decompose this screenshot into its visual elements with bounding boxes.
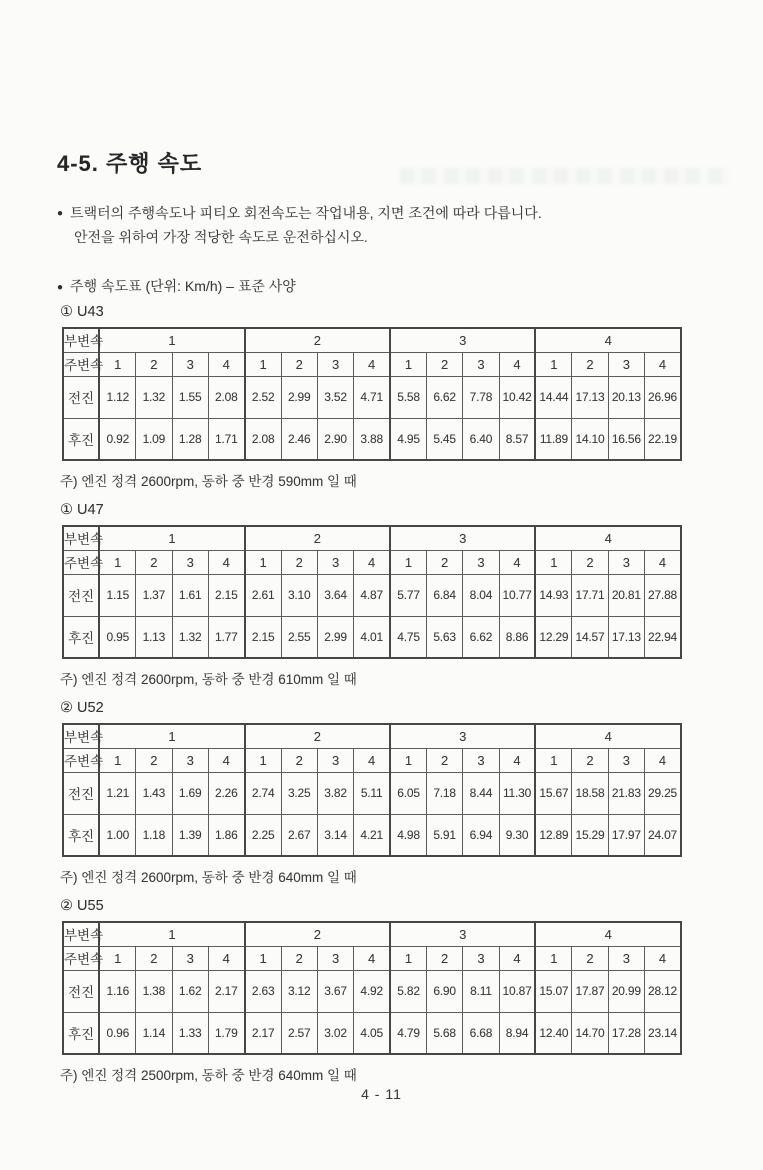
gear-column-header: 4 [645,550,682,574]
range-row-label: 부변속 [63,922,99,946]
gear-column-header: 1 [99,352,135,376]
gear-row-label: 주변속 [63,352,99,376]
range-group-header: 3 [390,724,535,748]
gear-column-header: 3 [608,352,644,376]
gear-column-header: 3 [172,550,208,574]
range-group-header: 4 [535,328,681,352]
gear-column-header: 4 [499,946,535,970]
forward-speed-cell: 2.08 [208,376,244,418]
reverse-speed-cell: 2.99 [317,616,353,658]
reverse-speed-cell: 3.88 [354,418,390,460]
range-group-header: 4 [535,724,681,748]
reverse-speed-cell: 12.89 [535,814,571,856]
range-group-header: 4 [535,526,681,550]
reverse-speed-cell: 0.96 [99,1012,135,1054]
forward-speed-cell: 1.37 [136,574,172,616]
forward-speed-cell: 7.18 [426,772,462,814]
reverse-speed-cell: 3.14 [317,814,353,856]
reverse-speed-cell: 5.91 [426,814,462,856]
gear-column-header: 1 [390,550,426,574]
gear-column-header: 2 [136,352,172,376]
forward-speed-cell: 3.10 [281,574,317,616]
range-group-header: 2 [245,724,390,748]
gear-column-header: 1 [390,352,426,376]
reverse-speed-cell: 24.07 [645,814,682,856]
gear-column-header: 1 [99,550,135,574]
reverse-speed-cell: 1.09 [136,418,172,460]
gear-column-header: 4 [208,550,244,574]
reverse-row-label: 후진 [63,1012,99,1054]
forward-speed-cell: 1.12 [99,376,135,418]
forward-speed-cell: 8.11 [463,970,499,1012]
forward-speed-cell: 3.25 [281,772,317,814]
forward-speed-cell: 8.44 [463,772,499,814]
gear-column-header: 1 [390,748,426,772]
gear-column-header: 4 [354,748,390,772]
forward-speed-cell: 8.04 [463,574,499,616]
reverse-speed-cell: 4.75 [390,616,426,658]
speed-table [62,327,682,461]
range-group-header: 1 [99,922,244,946]
forward-speed-cell: 27.88 [645,574,682,616]
forward-speed-cell: 1.32 [136,376,172,418]
reverse-speed-cell: 8.86 [499,616,535,658]
forward-speed-cell: 7.78 [463,376,499,418]
forward-speed-cell: 3.52 [317,376,353,418]
forward-speed-cell: 1.55 [172,376,208,418]
gear-column-header: 1 [99,946,135,970]
reverse-speed-cell: 14.70 [572,1012,608,1054]
forward-speed-cell: 17.71 [572,574,608,616]
range-row-label: 부변속 [63,526,99,550]
reverse-speed-cell: 1.14 [136,1012,172,1054]
forward-speed-cell: 2.63 [245,970,281,1012]
reverse-speed-cell: 6.94 [463,814,499,856]
reverse-row-label: 후진 [63,616,99,658]
reverse-speed-cell: 1.13 [136,616,172,658]
reverse-row [63,1012,681,1054]
forward-row-label: 전진 [63,970,99,1012]
gear-column-header: 2 [572,550,608,574]
table-note: 주) 엔진 정격 2600rpm, 동하 중 반경 640mm 일 때 [60,870,357,885]
reverse-speed-cell: 1.18 [136,814,172,856]
model-label: ② U52 [60,700,104,716]
scan-bleed-artifact [400,168,730,184]
reverse-speed-cell: 22.94 [645,616,682,658]
gear-row-label: 주변속 [63,748,99,772]
gear-column-header: 4 [645,946,682,970]
forward-speed-cell: 10.42 [499,376,535,418]
table-note: 주) 엔진 정격 2500rpm, 동하 중 반경 640mm 일 때 [60,1068,357,1083]
reverse-speed-cell: 12.29 [535,616,571,658]
model-label: ② U55 [60,898,104,914]
forward-speed-cell: 4.71 [354,376,390,418]
gear-column-header: 4 [208,748,244,772]
gear-column-header: 2 [281,748,317,772]
reverse-speed-cell: 1.32 [172,616,208,658]
gear-column-header: 3 [463,352,499,376]
range-header-row [63,922,681,946]
gear-column-header: 3 [172,748,208,772]
forward-speed-cell: 28.12 [645,970,682,1012]
forward-speed-cell: 14.44 [535,376,571,418]
gear-column-header: 2 [426,748,462,772]
reverse-speed-cell: 6.62 [463,616,499,658]
forward-speed-cell: 1.38 [136,970,172,1012]
gear-column-header: 3 [608,946,644,970]
forward-speed-cell: 10.87 [499,970,535,1012]
forward-speed-cell: 5.58 [390,376,426,418]
gear-column-header: 1 [245,946,281,970]
gear-column-header: 1 [535,550,571,574]
gear-column-header: 4 [354,946,390,970]
reverse-speed-cell: 2.08 [245,418,281,460]
speed-table-section [57,700,717,886]
gear-column-header: 3 [317,946,353,970]
forward-speed-cell: 1.15 [99,574,135,616]
forward-row [63,772,681,814]
reverse-speed-cell: 6.68 [463,1012,499,1054]
gear-column-header: 3 [608,748,644,772]
intro-paragraph [57,202,542,249]
gear-column-header: 4 [499,352,535,376]
gear-column-header: 2 [136,550,172,574]
reverse-speed-cell: 1.77 [208,616,244,658]
gear-row-label: 주변속 [63,550,99,574]
forward-speed-cell: 15.07 [535,970,571,1012]
gear-column-header: 4 [499,550,535,574]
gear-column-header: 3 [463,748,499,772]
forward-speed-cell: 4.87 [354,574,390,616]
reverse-speed-cell: 1.79 [208,1012,244,1054]
range-group-header: 1 [99,526,244,550]
range-group-header: 3 [390,922,535,946]
gear-column-header: 1 [390,946,426,970]
reverse-speed-cell: 0.95 [99,616,135,658]
range-group-header: 2 [245,328,390,352]
forward-speed-cell: 20.13 [608,376,644,418]
reverse-speed-cell: 1.71 [208,418,244,460]
gear-column-header: 3 [463,550,499,574]
reverse-speed-cell: 3.02 [317,1012,353,1054]
gear-column-header: 3 [608,550,644,574]
forward-speed-cell: 2.61 [245,574,281,616]
reverse-speed-cell: 15.29 [572,814,608,856]
forward-speed-cell: 2.26 [208,772,244,814]
reverse-row [63,616,681,658]
reverse-speed-cell: 0.92 [99,418,135,460]
page-number: 4 - 11 [361,1086,402,1102]
forward-speed-cell: 2.52 [245,376,281,418]
gear-column-header: 2 [572,946,608,970]
gear-column-header: 4 [645,748,682,772]
forward-speed-cell: 1.43 [136,772,172,814]
speed-table-heading [57,276,296,300]
speed-table-heading-text: 주행 속도표 (단위: Km/h) – 표준 사양 [70,278,296,294]
speed-table [62,525,682,659]
forward-speed-cell: 2.17 [208,970,244,1012]
reverse-speed-cell: 5.68 [426,1012,462,1054]
gear-column-header: 2 [426,352,462,376]
speed-table [62,723,682,857]
reverse-speed-cell: 2.67 [281,814,317,856]
gear-column-header: 4 [645,352,682,376]
gear-header-row [63,946,681,970]
tables-container [57,304,717,1096]
reverse-speed-cell: 1.28 [172,418,208,460]
page-title: 4-5. 주행 속도 [57,150,203,176]
forward-speed-cell: 17.13 [572,376,608,418]
gear-column-header: 2 [426,946,462,970]
reverse-speed-cell: 17.13 [608,616,644,658]
reverse-row [63,418,681,460]
speed-table-section [57,502,717,688]
gear-column-header: 1 [535,748,571,772]
forward-speed-cell: 3.67 [317,970,353,1012]
forward-speed-cell: 18.58 [572,772,608,814]
reverse-row-label: 후진 [63,418,99,460]
reverse-speed-cell: 14.57 [572,616,608,658]
forward-row [63,574,681,616]
reverse-speed-cell: 17.97 [608,814,644,856]
forward-row-label: 전진 [63,376,99,418]
reverse-speed-cell: 5.45 [426,418,462,460]
forward-speed-cell: 6.05 [390,772,426,814]
reverse-speed-cell: 6.40 [463,418,499,460]
reverse-speed-cell: 17.28 [608,1012,644,1054]
gear-header-row [63,352,681,376]
forward-row [63,970,681,1012]
table-note: 주) 엔진 정격 2600rpm, 동하 중 반경 610mm 일 때 [60,672,357,687]
gear-column-header: 2 [281,946,317,970]
forward-speed-cell: 26.96 [645,376,682,418]
gear-column-header: 4 [499,748,535,772]
reverse-speed-cell: 2.17 [245,1012,281,1054]
forward-speed-cell: 2.74 [245,772,281,814]
gear-header-row [63,748,681,772]
reverse-speed-cell: 4.98 [390,814,426,856]
forward-speed-cell: 6.90 [426,970,462,1012]
forward-speed-cell: 1.61 [172,574,208,616]
range-group-header: 2 [245,922,390,946]
range-header-row [63,328,681,352]
reverse-speed-cell: 9.30 [499,814,535,856]
gear-column-header: 4 [208,352,244,376]
reverse-row [63,814,681,856]
reverse-speed-cell: 2.90 [317,418,353,460]
gear-column-header: 3 [317,550,353,574]
range-group-header: 1 [99,328,244,352]
forward-speed-cell: 21.83 [608,772,644,814]
forward-speed-cell: 1.21 [99,772,135,814]
reverse-speed-cell: 14.10 [572,418,608,460]
forward-row-label: 전진 [63,772,99,814]
gear-column-header: 4 [208,946,244,970]
reverse-speed-cell: 2.57 [281,1012,317,1054]
forward-speed-cell: 3.12 [281,970,317,1012]
gear-column-header: 3 [463,946,499,970]
reverse-speed-cell: 4.21 [354,814,390,856]
range-group-header: 1 [99,724,244,748]
reverse-speed-cell: 2.15 [245,616,281,658]
gear-row-label: 주변속 [63,946,99,970]
gear-header-row [63,550,681,574]
bullet-icon: ● [57,282,64,293]
reverse-speed-cell: 11.89 [535,418,571,460]
forward-speed-cell: 4.92 [354,970,390,1012]
reverse-speed-cell: 1.86 [208,814,244,856]
forward-speed-cell: 1.62 [172,970,208,1012]
gear-column-header: 1 [245,550,281,574]
gear-column-header: 3 [172,946,208,970]
reverse-speed-cell: 2.46 [281,418,317,460]
forward-speed-cell: 1.69 [172,772,208,814]
gear-column-header: 2 [136,946,172,970]
forward-speed-cell: 6.62 [426,376,462,418]
gear-column-header: 1 [245,748,281,772]
reverse-speed-cell: 8.94 [499,1012,535,1054]
reverse-speed-cell: 1.33 [172,1012,208,1054]
reverse-speed-cell: 2.25 [245,814,281,856]
reverse-speed-cell: 1.00 [99,814,135,856]
speed-table-section [57,898,717,1084]
gear-column-header: 1 [535,352,571,376]
model-label: ① U43 [60,304,104,320]
model-label: ① U47 [60,502,104,518]
gear-column-header: 2 [426,550,462,574]
intro-line-2: 안전을 위하여 가장 적당한 속도로 운전하십시오. [74,228,368,245]
intro-line-1: 트랙터의 주행속도나 피티오 회전속도는 작업내용, 지면 조건에 따라 다릅니다. [70,205,542,221]
forward-speed-cell: 1.16 [99,970,135,1012]
forward-speed-cell: 2.99 [281,376,317,418]
reverse-speed-cell: 4.79 [390,1012,426,1054]
forward-speed-cell: 5.11 [354,772,390,814]
forward-speed-cell: 11.30 [499,772,535,814]
reverse-row-label: 후진 [63,814,99,856]
gear-column-header: 3 [317,748,353,772]
gear-column-header: 2 [136,748,172,772]
reverse-speed-cell: 16.56 [608,418,644,460]
gear-column-header: 1 [99,748,135,772]
range-header-row [63,724,681,748]
forward-speed-cell: 20.99 [608,970,644,1012]
speed-table [62,921,682,1055]
forward-speed-cell: 10.77 [499,574,535,616]
gear-column-header: 2 [572,352,608,376]
forward-speed-cell: 6.84 [426,574,462,616]
gear-column-header: 2 [572,748,608,772]
forward-speed-cell: 17.87 [572,970,608,1012]
reverse-speed-cell: 2.55 [281,616,317,658]
reverse-speed-cell: 12.40 [535,1012,571,1054]
forward-speed-cell: 2.15 [208,574,244,616]
reverse-speed-cell: 5.63 [426,616,462,658]
forward-speed-cell: 20.81 [608,574,644,616]
range-group-header: 2 [245,526,390,550]
bullet-icon: ● [57,208,64,219]
gear-column-header: 3 [317,352,353,376]
gear-column-header: 4 [354,352,390,376]
gear-column-header: 3 [172,352,208,376]
forward-speed-cell: 3.64 [317,574,353,616]
reverse-speed-cell: 1.39 [172,814,208,856]
gear-column-header: 1 [245,352,281,376]
gear-column-header: 1 [535,946,571,970]
reverse-speed-cell: 22.19 [645,418,682,460]
speed-table-section [57,304,717,490]
forward-speed-cell: 5.82 [390,970,426,1012]
range-row-label: 부변속 [63,724,99,748]
forward-speed-cell: 5.77 [390,574,426,616]
reverse-speed-cell: 23.14 [645,1012,682,1054]
forward-speed-cell: 14.93 [535,574,571,616]
gear-column-header: 2 [281,550,317,574]
forward-speed-cell: 29.25 [645,772,682,814]
forward-speed-cell: 15.67 [535,772,571,814]
reverse-speed-cell: 4.95 [390,418,426,460]
gear-column-header: 2 [281,352,317,376]
reverse-speed-cell: 8.57 [499,418,535,460]
reverse-speed-cell: 4.01 [354,616,390,658]
gear-column-header: 4 [354,550,390,574]
range-header-row [63,526,681,550]
range-group-header: 3 [390,328,535,352]
range-row-label: 부변속 [63,328,99,352]
forward-speed-cell: 3.82 [317,772,353,814]
table-note: 주) 엔진 정격 2600rpm, 동하 중 반경 590mm 일 때 [60,474,357,489]
forward-row-label: 전진 [63,574,99,616]
reverse-speed-cell: 4.05 [354,1012,390,1054]
forward-row [63,376,681,418]
range-group-header: 3 [390,526,535,550]
range-group-header: 4 [535,922,681,946]
